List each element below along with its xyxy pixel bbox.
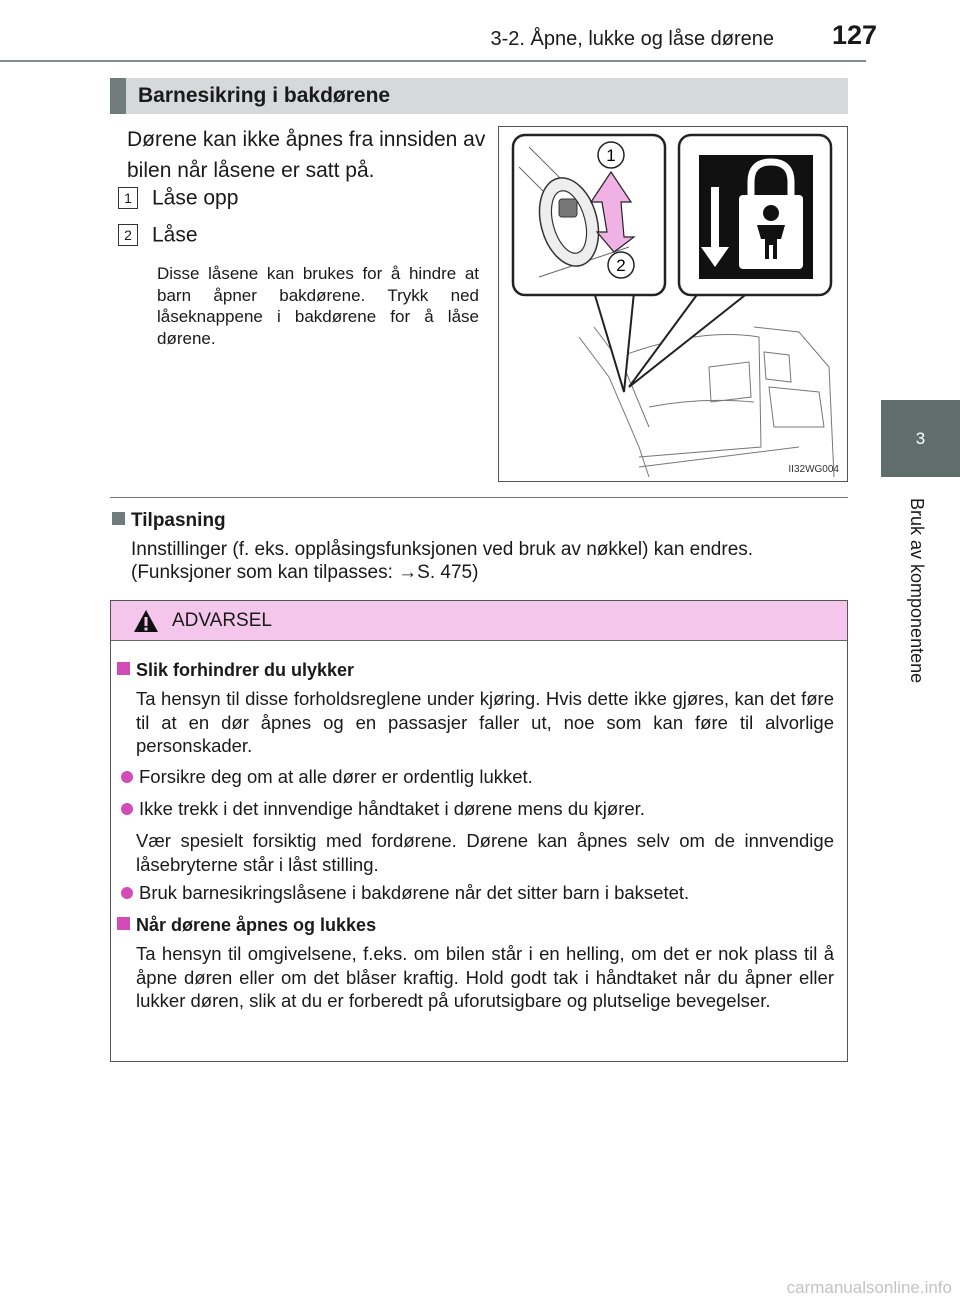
watermark: carmanualsonline.info	[786, 1278, 952, 1297]
warning-bullet-2-text: Ikke trekk i det innvendige håndtaket i dørene mens du kjører.	[139, 798, 645, 819]
number-box: 1	[118, 187, 138, 209]
warning-header	[111, 601, 847, 641]
header-rule	[0, 60, 866, 62]
warning-bullet-2	[121, 798, 645, 820]
square-bullet-icon	[112, 512, 125, 525]
warning-text-2: Ta hensyn til omgivelsene, f.eks. om bilen står i en helling, om det er nok plass til å åpne døren eller om det blåser kraftig. Hold godt tak i håndtaket når du åpner eller lukker døren, slik at du er forberedt på uforutsigbare og plutselige bevegelser.	[136, 943, 834, 1011]
chapter-title: Bruk av komponentene	[907, 498, 927, 684]
warning-bullet-3-text: Bruk barnesikringslåsene i bakdørene når det sitter barn i baksetet.	[139, 882, 690, 903]
running-header: 3-2. Åpne, lukke og låse dørene	[490, 28, 774, 50]
list-item-unlock	[118, 186, 238, 210]
page-number: 127	[832, 20, 878, 50]
warning-triangle-icon	[133, 609, 159, 633]
section-heading-text: Barnesikring i bakdørene	[138, 84, 391, 107]
warning-box	[110, 600, 848, 1062]
warning-bullet-2-note: Vær spesielt forsiktig med fordørene. Dørene kan åpnes selv om de innvendige låsebryterne står i låst stilling.	[136, 830, 834, 875]
list-item-label: Låse opp	[152, 186, 239, 210]
warning-subheading-1	[117, 660, 354, 681]
square-bullet-icon	[117, 662, 130, 675]
heading-bar	[110, 78, 126, 114]
bullet-dot-icon	[121, 803, 133, 815]
tilpasning-reference-link[interactable]: (Funksjoner som kan tilpasses: →S. 475)	[131, 562, 479, 583]
warning-text-1: Ta hensyn til disse forholdsreglene under kjøring. Hvis dette ikke gjøres, kan det føre til at en dør åpnes og en passasjer faller ut, noe som kan føre til alvorlige personskader.	[136, 688, 834, 756]
square-bullet-icon	[117, 917, 130, 930]
section-divider	[110, 497, 848, 498]
tilpasning-heading	[112, 510, 226, 532]
tilpasning-line-1: Innstillinger (f. eks. opplåsingsfunksjonen ved bruk av nøkkel) kan endres.	[131, 539, 754, 560]
section-heading	[110, 78, 848, 114]
figure-code: II32WG004	[788, 464, 839, 475]
chapter-tab: 3	[881, 400, 960, 477]
warning-bullet-3	[121, 882, 689, 904]
warning-subheading-2-text: Når dørene åpnes og lukkes	[136, 915, 377, 935]
bullet-dot-icon	[121, 771, 133, 783]
warning-subheading-2	[117, 915, 376, 936]
child-lock-illustration	[498, 126, 848, 482]
door-illustration	[499, 127, 848, 482]
warning-subheading-1-text: Slik forhindrer du ulykker	[136, 660, 355, 680]
tilpasning-heading-text: Tilpasning	[131, 510, 226, 531]
list-item-label: Låse	[152, 223, 198, 247]
list-item-lock	[118, 223, 198, 247]
number-box: 2	[118, 224, 138, 246]
warning-bullet-1	[121, 766, 533, 788]
callout-1: 1	[606, 146, 616, 165]
intro-text: Dørene kan ikke åpnes fra innsiden av bilen når låsene er satt på.	[127, 128, 486, 182]
tilpasning-text	[131, 538, 851, 584]
warning-title: ADVARSEL	[172, 610, 272, 631]
description-text: Disse låsene kan brukes for å hindre at barn åpner bakdørene. Trykk ned låseknappene i bakdørene for å låse dørene.	[157, 264, 479, 348]
bullet-dot-icon	[121, 887, 133, 899]
warning-bullet-1-text: Forsikre deg om at alle dører er ordentlig lukket.	[139, 766, 533, 787]
callout-2: 2	[616, 256, 626, 275]
